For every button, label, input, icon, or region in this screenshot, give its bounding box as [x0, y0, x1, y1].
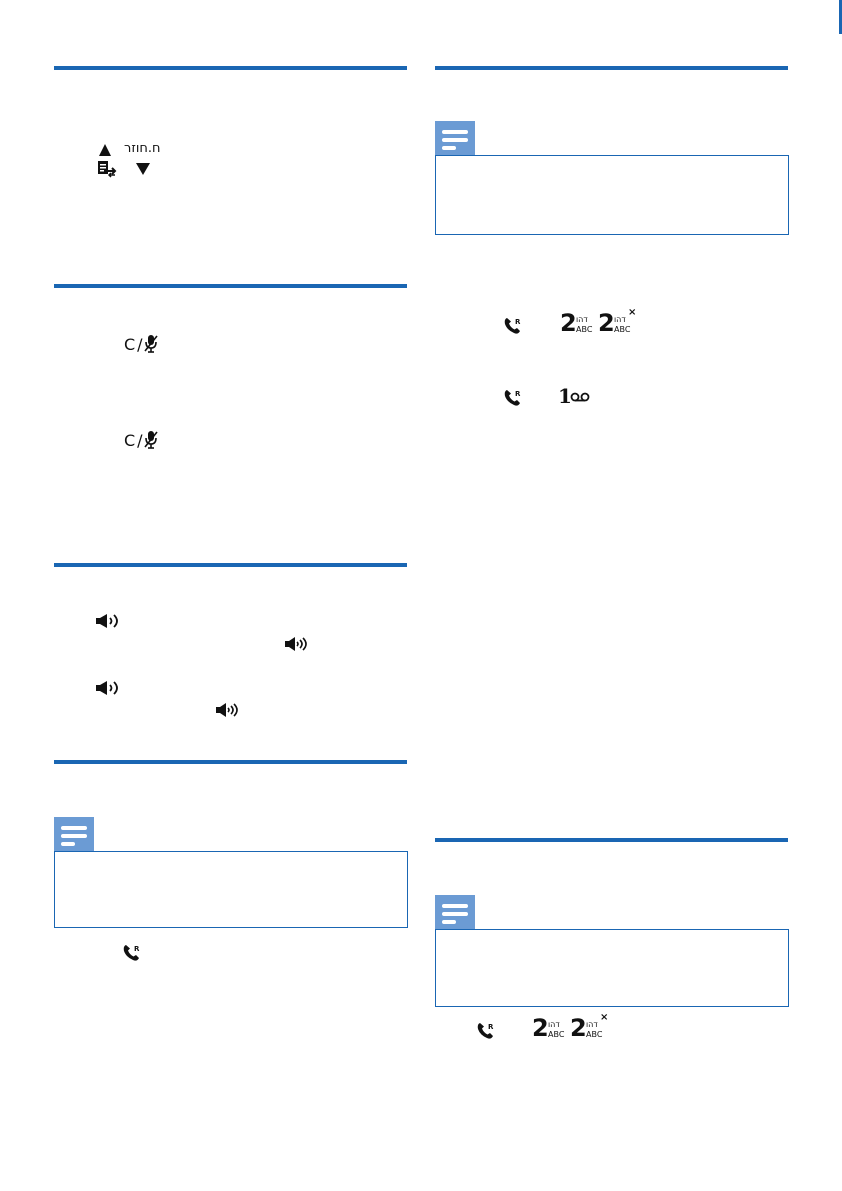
note-box [435, 929, 789, 1007]
section-rule [54, 760, 407, 764]
c-key-label: C / [124, 431, 143, 450]
speaker-icon [95, 613, 123, 629]
recall-icon [476, 1021, 496, 1041]
speaker-loud-icon [284, 636, 310, 652]
speaker-loud-icon [215, 702, 241, 718]
section-rule [435, 66, 788, 70]
recall-icon [122, 943, 142, 963]
mute-icon [143, 430, 159, 450]
note-icon [435, 895, 475, 930]
section-rule [54, 563, 407, 567]
mute-icon [143, 334, 159, 354]
speaker-icon [95, 680, 123, 696]
voicemail-icon [570, 392, 590, 402]
redial-label: ח.חוזר [124, 141, 161, 156]
up-arrow-icon [98, 143, 112, 157]
section-rule [54, 66, 407, 70]
note-icon [435, 121, 475, 156]
note-box [54, 851, 408, 928]
c-key-label: C / [124, 335, 143, 354]
svg-text:R: R [515, 390, 521, 398]
note-icon [54, 817, 94, 852]
key-2-double: 2 דהו ABC × [570, 1012, 609, 1042]
svg-text:R: R [488, 1023, 494, 1031]
key-1-voicemail: 1 [558, 385, 598, 407]
key-2: 2 דהו ABC [560, 309, 593, 337]
svg-text:R: R [134, 945, 140, 953]
recall-icon [503, 316, 523, 336]
note-box [435, 155, 789, 235]
phonebook-icon [97, 160, 117, 178]
key-2-double: 2 דהו ABC × [598, 307, 637, 337]
key-2: 2 דהו ABC [532, 1014, 565, 1042]
section-rule [435, 838, 788, 842]
recall-icon [503, 388, 523, 408]
svg-text:R: R [515, 318, 521, 326]
section-rule [54, 284, 407, 288]
down-arrow-icon [135, 162, 151, 176]
